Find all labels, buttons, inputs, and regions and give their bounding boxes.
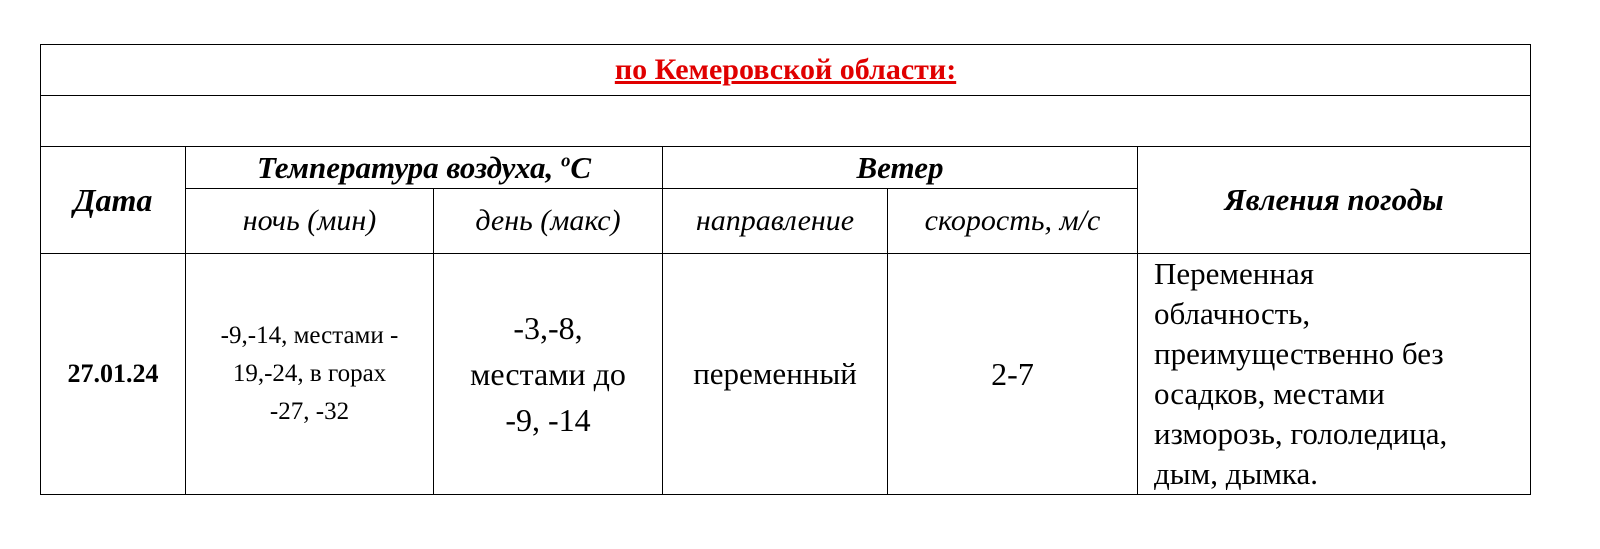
phenomena-line: Переменная	[1154, 256, 1314, 291]
night-line: -9,-14, местами -	[220, 322, 399, 349]
degree-sign: o	[561, 150, 571, 172]
empty-cell	[41, 96, 1531, 147]
phenomena-line: облачность,	[1154, 296, 1311, 331]
title-row	[41, 45, 1531, 96]
header-temperature	[186, 147, 663, 189]
forecast-table	[40, 44, 1531, 495]
phenomena-line: дым, дымка.	[1154, 456, 1319, 491]
cell-speed: 2-7	[888, 254, 1138, 495]
phenomena-line: осадков, местами	[1154, 376, 1385, 411]
table-title: по Кемеровской области:	[614, 53, 957, 86]
header-speed: скорость, м/с	[888, 189, 1138, 254]
cell-direction: переменный	[663, 254, 888, 495]
night-line: 19,-24, в горах	[232, 360, 387, 387]
cell-day	[434, 254, 663, 495]
header-date: Дата	[41, 147, 186, 254]
header-wind: Ветер	[663, 147, 1138, 189]
phenomena-line: преимущественно без	[1154, 336, 1444, 371]
day-line: местами до	[470, 356, 626, 392]
cell-date: 27.01.24	[41, 254, 186, 495]
day-line: -3,-8,	[513, 310, 583, 346]
header-direction: направление	[663, 189, 888, 254]
header-temperature-unit: С	[570, 149, 592, 185]
header-row-1	[41, 147, 1531, 189]
phenomena-line: изморозь, гололедица,	[1154, 416, 1448, 451]
cell-night	[186, 254, 434, 495]
table-row	[41, 254, 1531, 495]
header-phenomena: Явления погоды	[1138, 147, 1531, 254]
cell-phenomena	[1138, 254, 1531, 495]
title-cell	[41, 45, 1531, 96]
empty-row	[41, 96, 1531, 147]
header-day: день (макс)	[434, 189, 663, 254]
header-night: ночь (мин)	[186, 189, 434, 254]
night-line: -27, -32	[269, 398, 350, 425]
day-line: -9, -14	[505, 402, 591, 438]
header-temperature-label: Температура воздуха,	[256, 149, 562, 185]
